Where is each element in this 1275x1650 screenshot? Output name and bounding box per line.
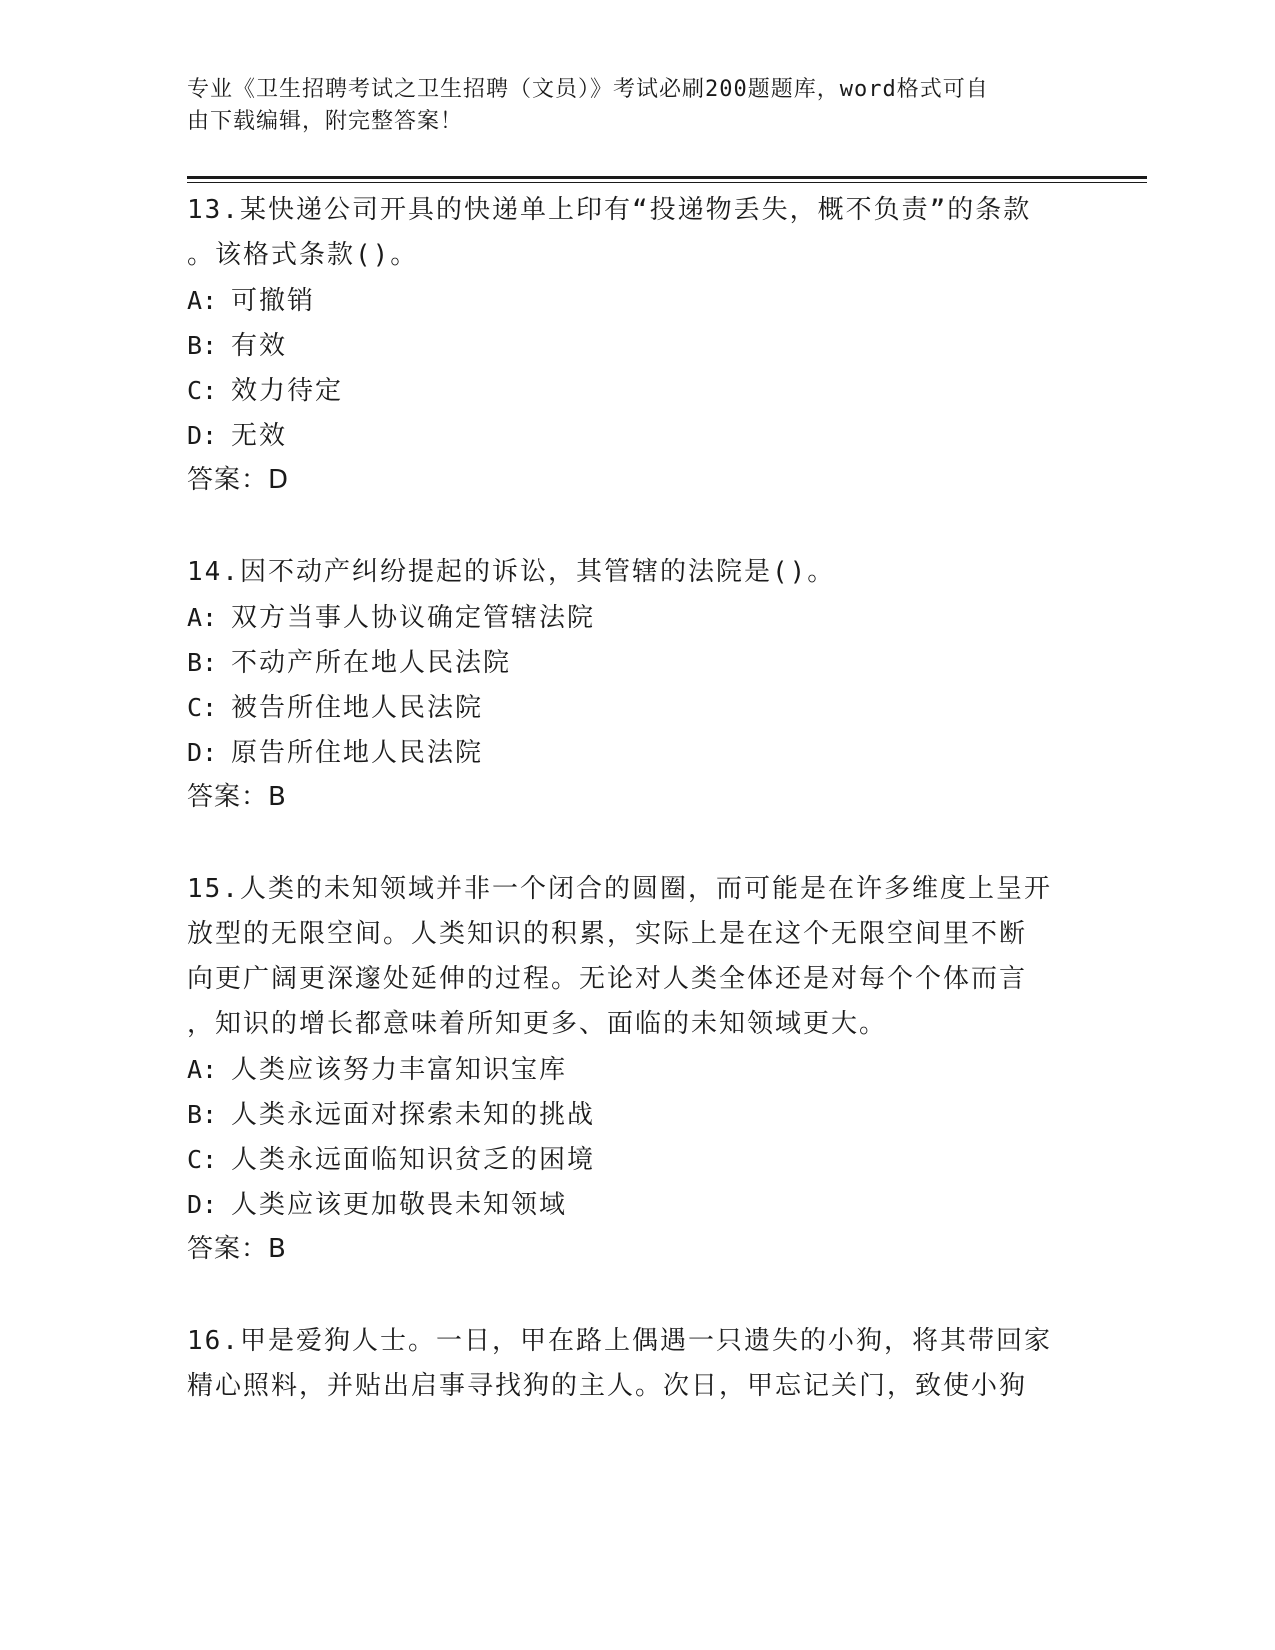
option-letter: B:: [187, 648, 218, 677]
option-letter: D:: [187, 1190, 218, 1219]
option-letter: A:: [187, 286, 218, 315]
answer-label: 答案：: [187, 1234, 269, 1264]
question-text: 放型的无限空间。人类知识的积累，实际上是在这个无限空间里不断: [187, 919, 1028, 949]
answer-line: [187, 1227, 1087, 1272]
option-letter: C:: [187, 693, 218, 722]
option-letter: A:: [187, 603, 218, 632]
option-letter: B:: [187, 331, 218, 360]
option-text: 双方当事人协议确定管辖法院: [231, 603, 596, 633]
answer-label: 答案：: [187, 465, 269, 495]
document-header: [187, 74, 1067, 138]
header-line: 专业《卫生招聘考试之卫生招聘（文员）》考试必刷200题题库，word格式可自: [187, 77, 989, 102]
option-text: 原告所住地人民法院: [231, 738, 484, 768]
option-b: [187, 640, 1087, 685]
option-text: 可撤销: [231, 286, 316, 316]
answer-value: B: [268, 1234, 287, 1264]
option-c: [187, 1137, 1087, 1182]
option-a: [187, 1047, 1087, 1092]
question-text: 14.因不动产纠纷提起的诉讼，其管辖的法院是()。: [187, 557, 836, 587]
option-c: [187, 685, 1087, 730]
option-letter: D:: [187, 421, 218, 450]
option-a: [187, 278, 1087, 323]
option-b: [187, 1092, 1087, 1137]
option-c: [187, 368, 1087, 413]
question-text: ，知识的增长都意味着所知更多、面临的未知领域更大。: [187, 1009, 888, 1039]
option-text: 有效: [231, 331, 288, 361]
question-text: 16.甲是爱狗人士。一日，甲在路上偶遇一只遗失的小狗，将其带回家: [187, 1326, 1052, 1356]
option-d: [187, 1182, 1087, 1227]
option-text: 人类永远面对探索未知的挑战: [231, 1100, 596, 1130]
option-letter: D:: [187, 738, 218, 767]
question-text: 15.人类的未知领域并非一个闭合的圆圈，而可能是在许多维度上呈开: [187, 874, 1052, 904]
answer-value: D: [268, 465, 290, 495]
option-text: 人类永远面临知识贫乏的困境: [231, 1145, 596, 1175]
option-text: 人类应该更加敬畏未知领域: [231, 1190, 568, 1220]
answer-line: [187, 458, 1087, 503]
question-16: [187, 1319, 1087, 1409]
question-14: [187, 550, 1087, 820]
option-d: [187, 413, 1087, 458]
answer-label: 答案：: [187, 782, 269, 812]
option-letter: C:: [187, 376, 218, 405]
header-line: 由下载编辑，附完整答案！: [187, 109, 464, 134]
option-text: 不动产所在地人民法院: [231, 648, 512, 678]
option-text: 无效: [231, 421, 288, 451]
answer-line: [187, 775, 1087, 820]
question-text: 13.某快递公司开具的快递单上印有“投递物丢失，概不负责”的条款: [187, 195, 1032, 225]
option-letter: A:: [187, 1055, 218, 1084]
option-text: 人类应该努力丰富知识宝库: [231, 1055, 568, 1085]
header-divider: [187, 176, 1147, 179]
question-text: 。该格式条款()。: [187, 240, 419, 270]
option-a: [187, 595, 1087, 640]
question-text: 精心照料，并贴出启事寻找狗的主人。次日，甲忘记关门，致使小狗: [187, 1371, 1028, 1401]
option-b: [187, 323, 1087, 368]
option-letter: B:: [187, 1100, 218, 1129]
option-text: 效力待定: [231, 376, 344, 406]
answer-value: B: [268, 782, 287, 812]
question-text: 向更广阔更深邃处延伸的过程。无论对人类全体还是对每个个体而言: [187, 964, 1028, 994]
header-divider-thin: [187, 182, 1147, 183]
question-15: [187, 867, 1087, 1272]
option-d: [187, 730, 1087, 775]
option-letter: C:: [187, 1145, 218, 1174]
question-13: [187, 188, 1087, 503]
option-text: 被告所住地人民法院: [231, 693, 484, 723]
question-list: [187, 188, 1087, 1409]
